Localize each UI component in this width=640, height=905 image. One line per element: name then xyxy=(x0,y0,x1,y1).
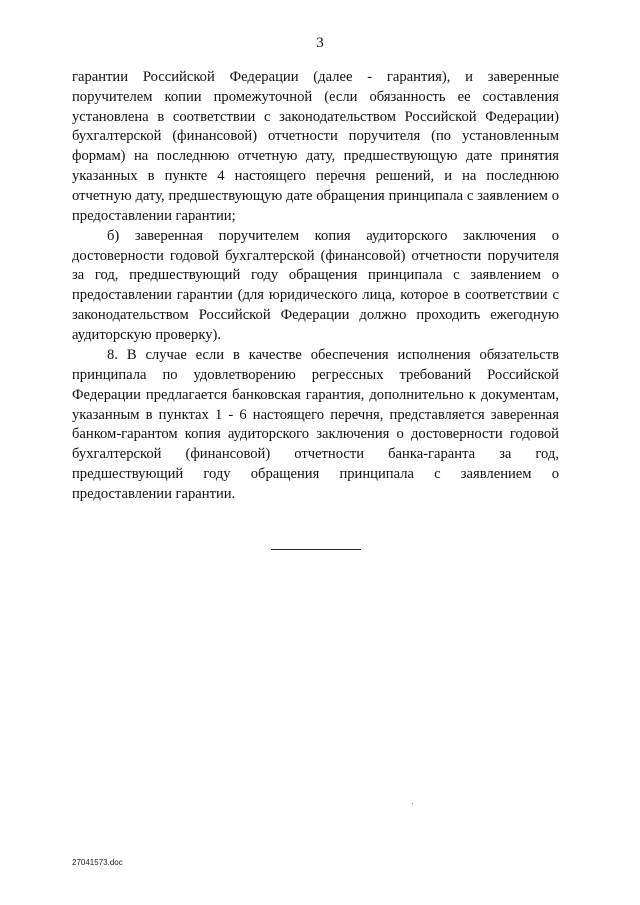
paragraph-item-b: б) заверенная поручителем копия аудиторского заключения о достоверности годовой бухгалтерской (финансовой) отчетности поручителя за год, предшествующий году обращения принципала с заявлением о предоставлении гарантии (для юридического лица, которое в соответствии с законодательством Российской Федерации должно проходить ежегодную аудиторскую проверку). xyxy=(72,227,559,343)
end-divider-line xyxy=(271,549,361,550)
paragraph-item-8: 8. В случае если в качестве обеспечения исполнения обязательств принципала по удовлетворению регрессных требований Российской Федерации предлагается банковская гарантия, дополнительно к документам, указанным в пунктах 1 - 6 настоящего перечня, представляется заверенная банком-гарантом копия аудиторского заключения о достоверности годовой бухгалтерской (финансовой) отчетности банка-гаранта за год, предшествующий году обращения принципала с заявлением о предоставлении гарантии. xyxy=(72,347,559,502)
paragraph-continuation: гарантии Российской Федерации (далее - гарантия), и заверенные поручителем копии промежуточной (если обязанность ее составления установлена в соответствии с законодательством Российской Федерации) бухгалтерской (финансовой) отчетности поручителя (по установленным формам) на последнюю отчетную дату, предшествующую дате принятия указанных в пункте 4 настоящего перечня решений, и на последнюю отчетную дату, предшествующую дате обращения принципала с заявлением о предоставлении гарантии; xyxy=(72,69,559,224)
footer-file-code: 27041573.doc xyxy=(72,858,123,867)
scan-speck xyxy=(412,803,413,804)
page-number: 3 xyxy=(316,35,324,51)
document-body xyxy=(72,68,559,505)
